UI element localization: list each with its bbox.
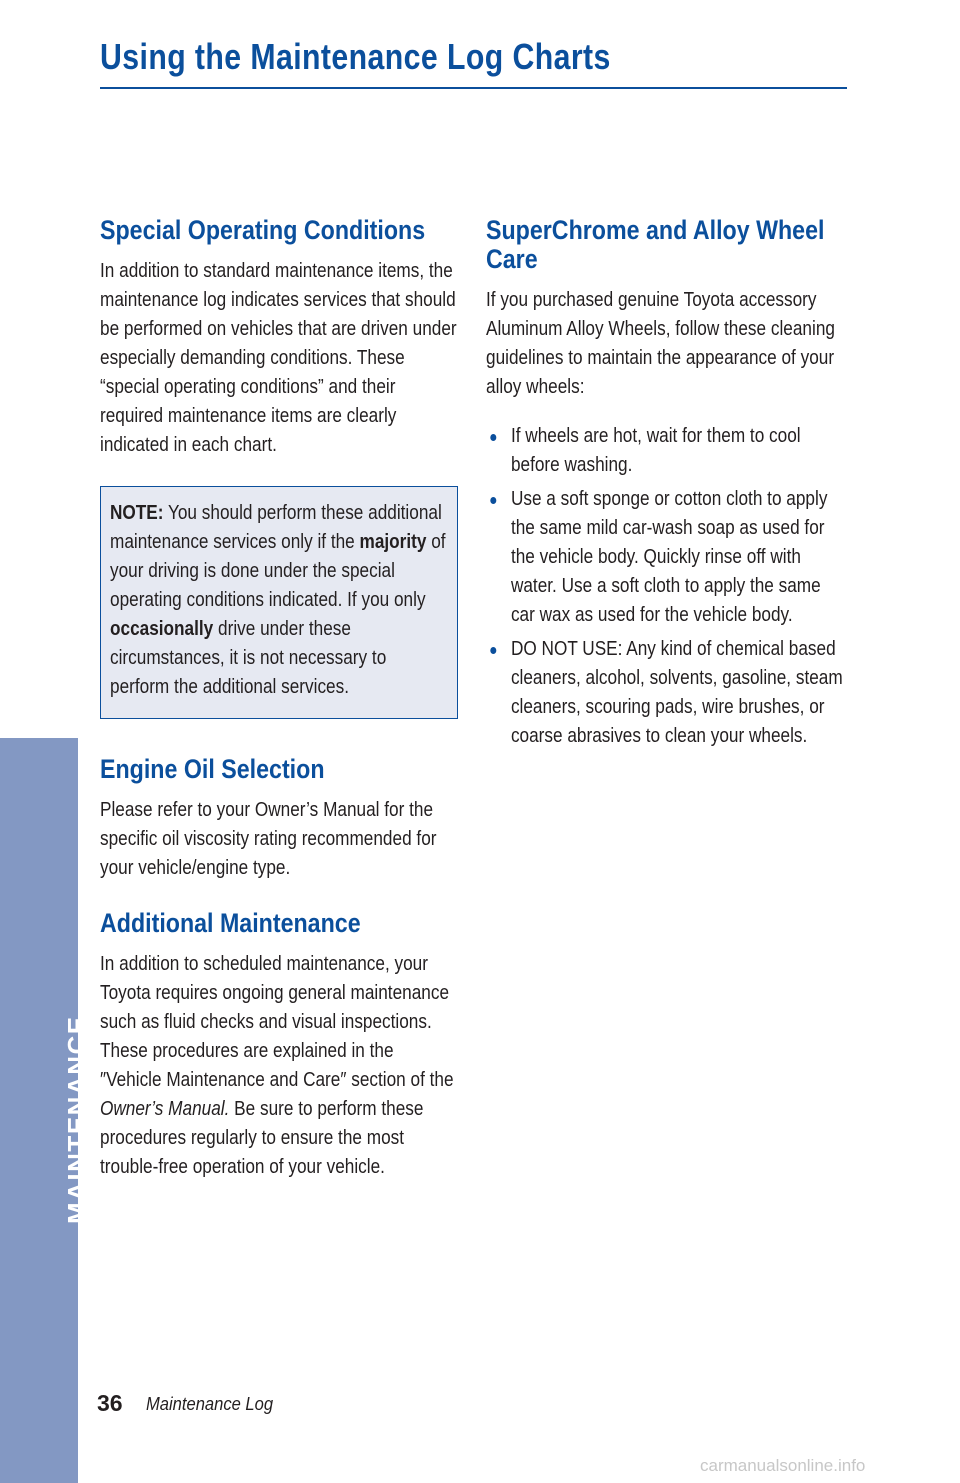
note-text [110,499,450,702]
note-text-part-1: You should perform these additional maintenance services only if the [110,502,442,553]
side-tab-label: MAINTENANCE [62,1015,92,1224]
additional-text-part-2: Be sure to perform these procedures regularly to ensure the most trouble-free operation of your vehicle. [100,1098,424,1178]
list-item-text: DO NOT USE: Any kind of chemical based cleaners, alcohol, solvents, gasoline, steam cleaners, scouring pads, wire brushes, or coarse abrasives to clean your wheels. [510,638,843,747]
special-conditions-heading: Special Operating Conditions [100,215,426,245]
additional-maintenance-heading: Additional Maintenance [100,908,361,938]
engine-oil-heading: Engine Oil Selection [100,754,325,784]
bullet-dot-icon [490,647,496,654]
note-text-part-2: of your driving is done under the special operating conditions indicated. If you only [110,531,446,611]
wheel-care-heading: SuperChrome and Alloy Wheel Care [486,215,825,274]
left-column [100,216,458,1182]
note-text-part-3: drive under these circumstances, it is not necessary to perform the additional services. [110,618,387,698]
bullet-dot-icon [490,497,496,504]
list-item-text: If wheels are hot, wait for them to cool before washing. [510,425,801,476]
page-number: 36 [97,1390,123,1416]
list-item [486,635,845,751]
note-emphasis-majority: majority [359,531,427,553]
note-label: NOTE: [110,502,164,524]
title-divider [100,87,847,89]
wheel-care-intro: If you purchased genuine Toyota accessory Aluminum Alloy Wheels, follow these cleaning guidelines to maintain the appearance of your alloy wheels: [486,289,835,398]
additional-maintenance-body [100,950,459,1182]
owners-manual-reference: Owner’s Manual. [100,1098,230,1120]
list-item-text: Use a soft sponge or cotton cloth to apply the same mild car-wash soap as used for the vehicle body. Quickly rinse off with water. Use a soft cloth to apply the same car wax as used for the vehicle body. [510,488,828,626]
special-conditions-body: In addition to standard maintenance items, the maintenance log indicates services that should be performed on vehicles that are driven under especially demanding conditions. These “special operating conditions” and their required maintenance items are clearly indicated in each chart. [100,260,457,456]
wheel-care-list [486,422,845,751]
note-box [100,486,458,719]
engine-oil-body: Please refer to your Owner’s Manual for the specific oil viscosity rating recommended for your vehicle/engine type. [100,799,437,879]
additional-text-part-1: In addition to scheduled maintenance, your Toyota requires ongoing general maintenance such as fluid checks and visual inspections. These procedures are explained in the ″Vehicle Maintenance and Care″ section of the [100,953,454,1091]
right-column [486,216,844,756]
bullet-dot-icon [490,434,496,441]
watermark: carmanualsonline.info [700,1456,866,1475]
footer-label: Maintenance Log [146,1394,274,1414]
note-emphasis-occasionally: occasionally [110,618,214,640]
list-item [486,422,845,480]
list-item [486,485,845,630]
page-title: Using the Maintenance Log Charts [100,36,611,77]
